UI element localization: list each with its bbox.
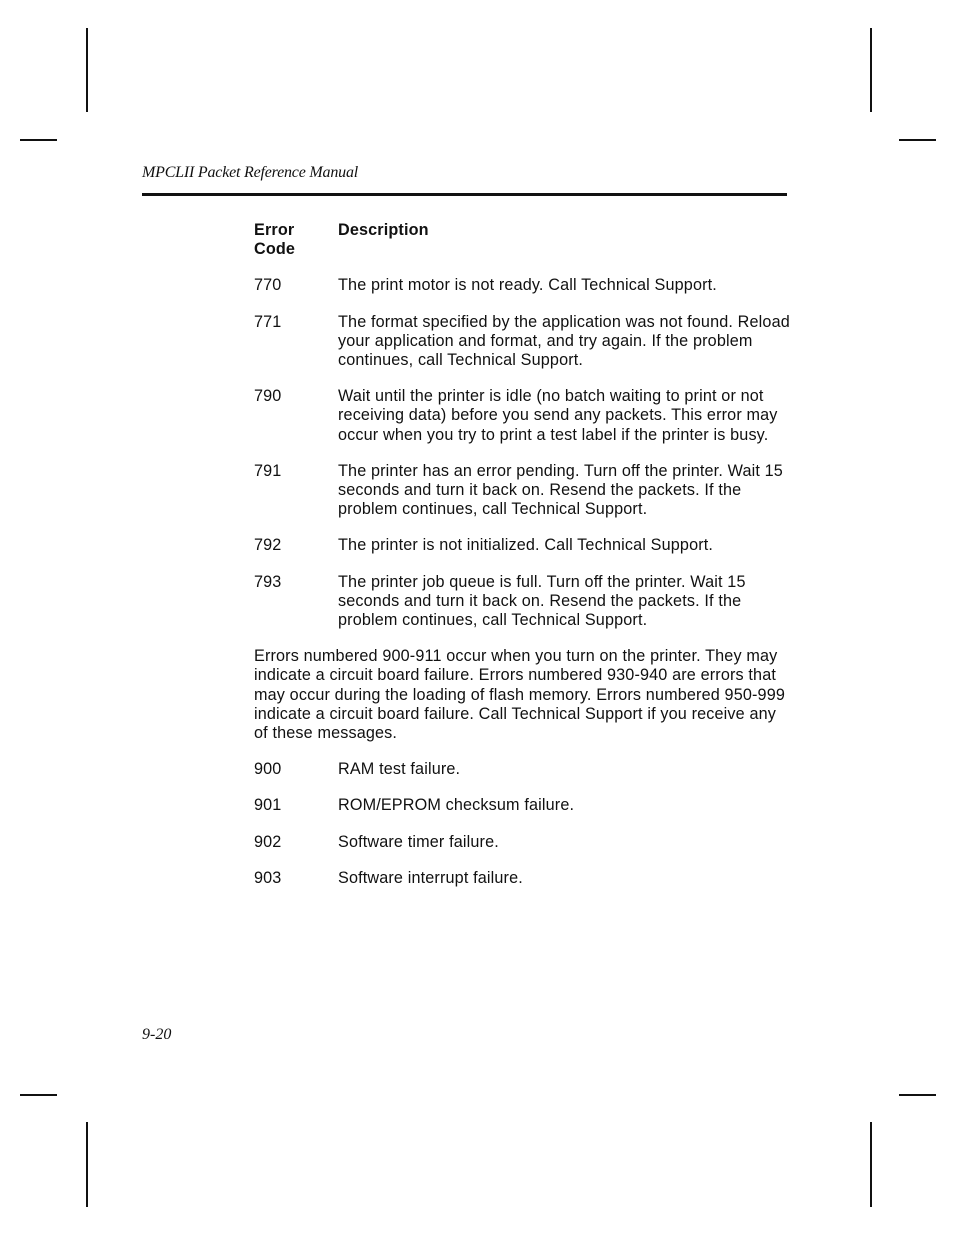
error-description: The format specified by the application was not found. Reload your application and format, and try again. If the problem continues, call Technical Support. — [338, 312, 790, 370]
crop-mark-top-right-horizontal — [899, 139, 936, 141]
crop-mark-bottom-right-vertical — [870, 1122, 872, 1207]
error-code: 791 — [254, 461, 282, 480]
error-code: 902 — [254, 832, 282, 851]
crop-mark-bottom-left-horizontal — [20, 1094, 57, 1096]
error-row — [254, 869, 794, 888]
error-description: Software timer failure. — [338, 832, 499, 851]
header-rule — [142, 193, 787, 196]
error-code: 900 — [254, 760, 282, 779]
error-code: 790 — [254, 387, 282, 406]
crop-mark-top-right-vertical — [870, 28, 872, 112]
error-description: RAM test failure. — [338, 760, 461, 779]
error-code: 793 — [254, 572, 282, 591]
error-list-group-1 — [254, 276, 794, 630]
error-code: 903 — [254, 868, 282, 887]
page-number: 9-20 — [142, 1026, 172, 1043]
error-list-group-2 — [254, 760, 794, 888]
error-table — [254, 221, 794, 905]
error-row — [254, 573, 794, 631]
description-column-header: Description — [338, 221, 429, 239]
error-description: The printer is not initialized. Call Technical Support. — [338, 536, 714, 555]
error-code: 770 — [254, 276, 282, 295]
error-row — [254, 462, 794, 520]
error-description: Software interrupt failure. — [338, 868, 523, 887]
error-description: Wait until the printer is idle (no batch waiting to print or not receiving data) before you send any packets. This error may occur when you try to print a test label if the printer is busy. — [338, 387, 778, 444]
crop-mark-top-left-vertical — [86, 28, 88, 112]
error-description: ROM/EPROM checksum failure. — [338, 796, 575, 815]
intro-paragraph: Errors numbered 900-911 occur when you turn on the printer. They may indicate a circuit board failure. Errors numbered 930-940 are errors that may occur during the loading of flash memory. Errors numbered 950-999 indicate a circuit board failure. Call Technical Support if you receive any of these messages. — [254, 647, 786, 743]
error-row — [254, 760, 794, 779]
crop-mark-top-left-horizontal — [20, 139, 57, 141]
error-row — [254, 833, 794, 852]
error-description: The printer has an error pending. Turn off the printer. Wait 15 seconds and turn it back on. Resend the packets. If the problem continues, call Technical Support. — [338, 461, 783, 519]
running-head: MPCLII Packet Reference Manual — [142, 164, 358, 181]
error-description: The print motor is not ready. Call Technical Support. — [338, 276, 717, 295]
crop-mark-bottom-left-vertical — [86, 1122, 88, 1207]
error-row — [254, 796, 794, 815]
error-code: 792 — [254, 536, 282, 555]
error-row — [254, 536, 794, 555]
code-column-header: Error Code — [254, 221, 296, 259]
error-row — [254, 276, 794, 295]
error-code: 771 — [254, 312, 282, 331]
error-description: The printer job queue is full. Turn off the printer. Wait 15 seconds and turn it back on. Resend the packets. If the problem continues, call Technical Support. — [338, 572, 746, 630]
error-row — [254, 313, 794, 371]
error-code: 901 — [254, 796, 282, 815]
table-header — [254, 221, 794, 259]
crop-mark-bottom-right-horizontal — [899, 1094, 936, 1096]
error-row — [254, 387, 794, 445]
